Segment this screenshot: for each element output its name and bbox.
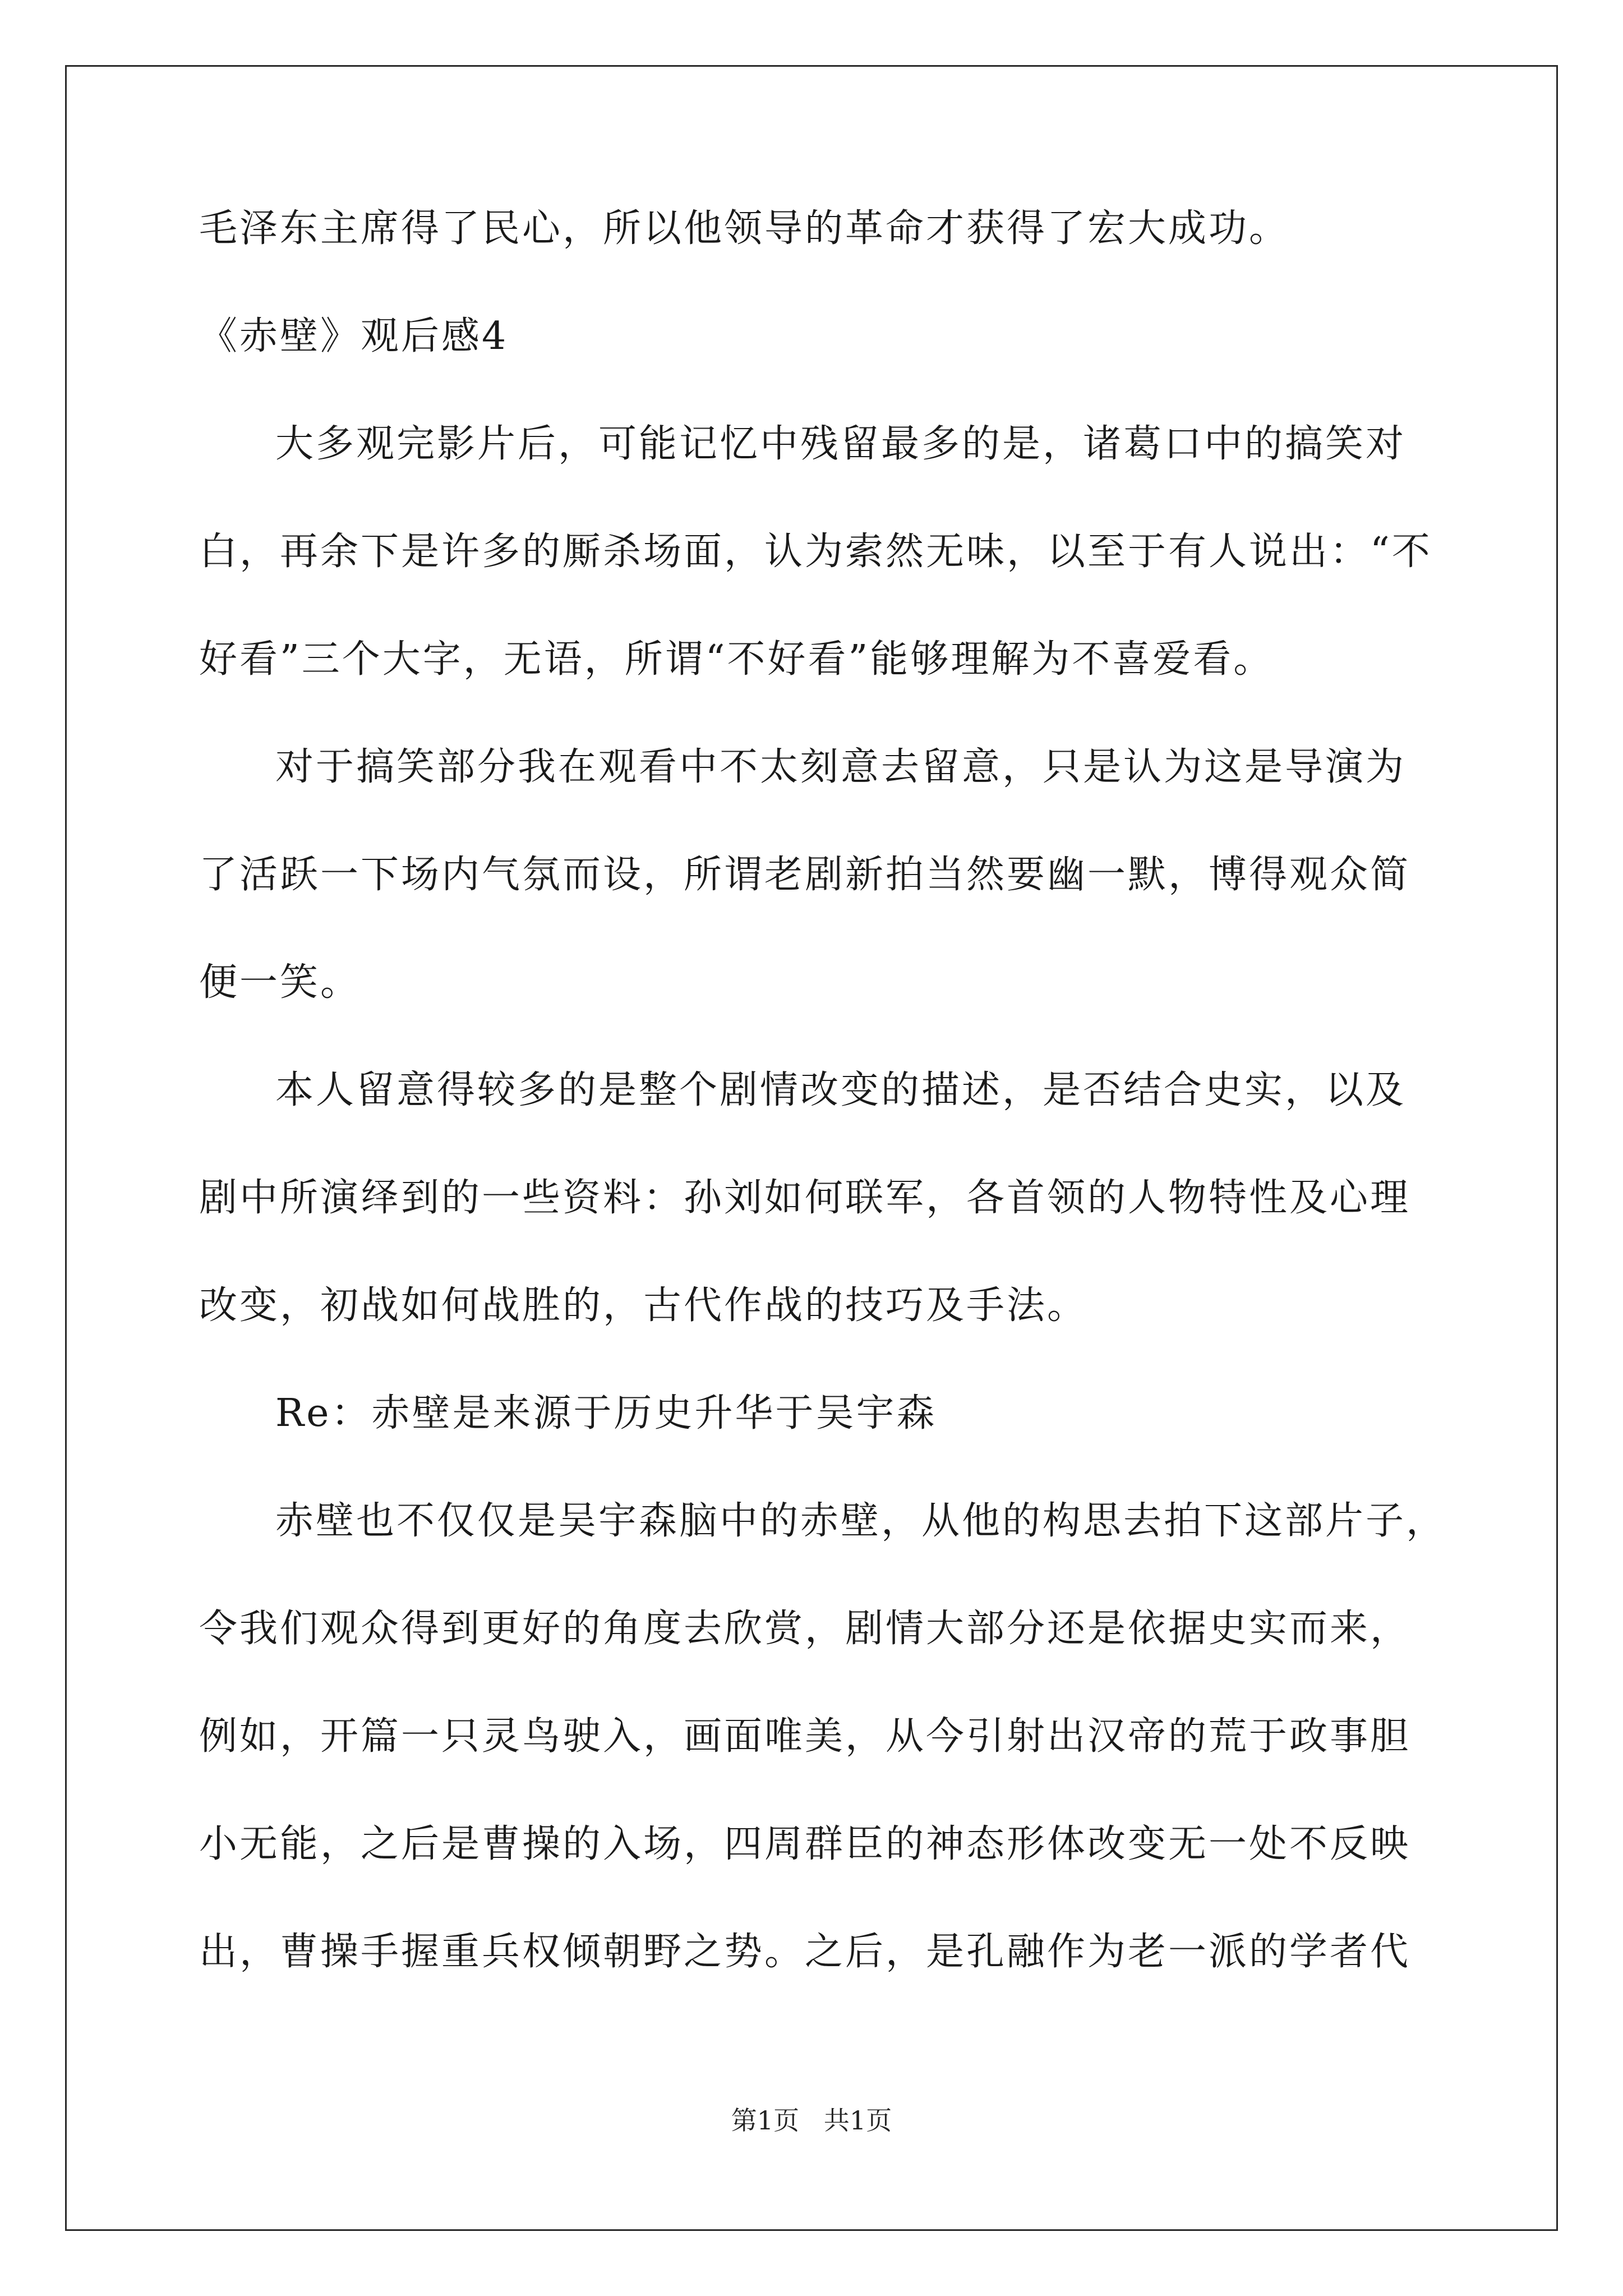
text-line: 对于搞笑部分我在观看中不太刻意去留意，只是认为这是导演为 [275, 745, 1407, 789]
text-line: 本人留意得较多的是整个剧情改变的描述，是否结合史实，以及 [275, 1068, 1407, 1112]
page-border [65, 65, 1558, 2231]
text-line: 大多观完影片后，可能记忆中残留最多的是，诸葛口中的搞笑对 [275, 422, 1407, 466]
section-heading: 《赤壁》观后感4 [199, 314, 509, 358]
text-line: 例如，开篇一只灵鸟驶入，画面唯美，从今引射出汉帝的荒于政事胆 [199, 1714, 1411, 1759]
text-line: Re：赤壁是来源于历史升华于吴宇森 [275, 1391, 937, 1435]
text-line: 剧中所演绎到的一些资料：孙刘如何联军，各首领的人物特性及心理 [199, 1176, 1411, 1220]
page-footer: 第1页 共1页 [731, 2105, 892, 2136]
text-line: 毛泽东主席得了民心，所以他领导的革命才获得了宏大成功。 [199, 206, 1290, 251]
text-line: 改变，初战如何战胜的，古代作战的技巧及手法。 [199, 1283, 1088, 1328]
text-line: 好看”三个大字，无语，所谓“不好看”能够理解为不喜爱看。 [199, 637, 1274, 682]
text-line: 便一笑。 [199, 960, 361, 1005]
text-line: 出，曹操手握重兵权倾朝野之势。之后，是孔融作为老一派的学者代 [199, 1930, 1411, 1974]
text-line: 白，再余下是许多的厮杀场面，认为索然无味，以至于有人说出：“不 [199, 530, 1432, 574]
text-line: 了活跃一下场内气氛而设，所谓老剧新拍当然要幽一默，博得观众简 [199, 853, 1411, 897]
text-line: 令我们观众得到更好的角度去欣赏，剧情大部分还是依据史实而来， [199, 1607, 1411, 1651]
text-line: 小无能，之后是曹操的入场，四周群臣的神态形体改变无一处不反映 [199, 1822, 1411, 1866]
text-line: 赤壁也不仅仅是吴宇森脑中的赤壁，从他的构思去拍下这部片子， [275, 1499, 1447, 1543]
